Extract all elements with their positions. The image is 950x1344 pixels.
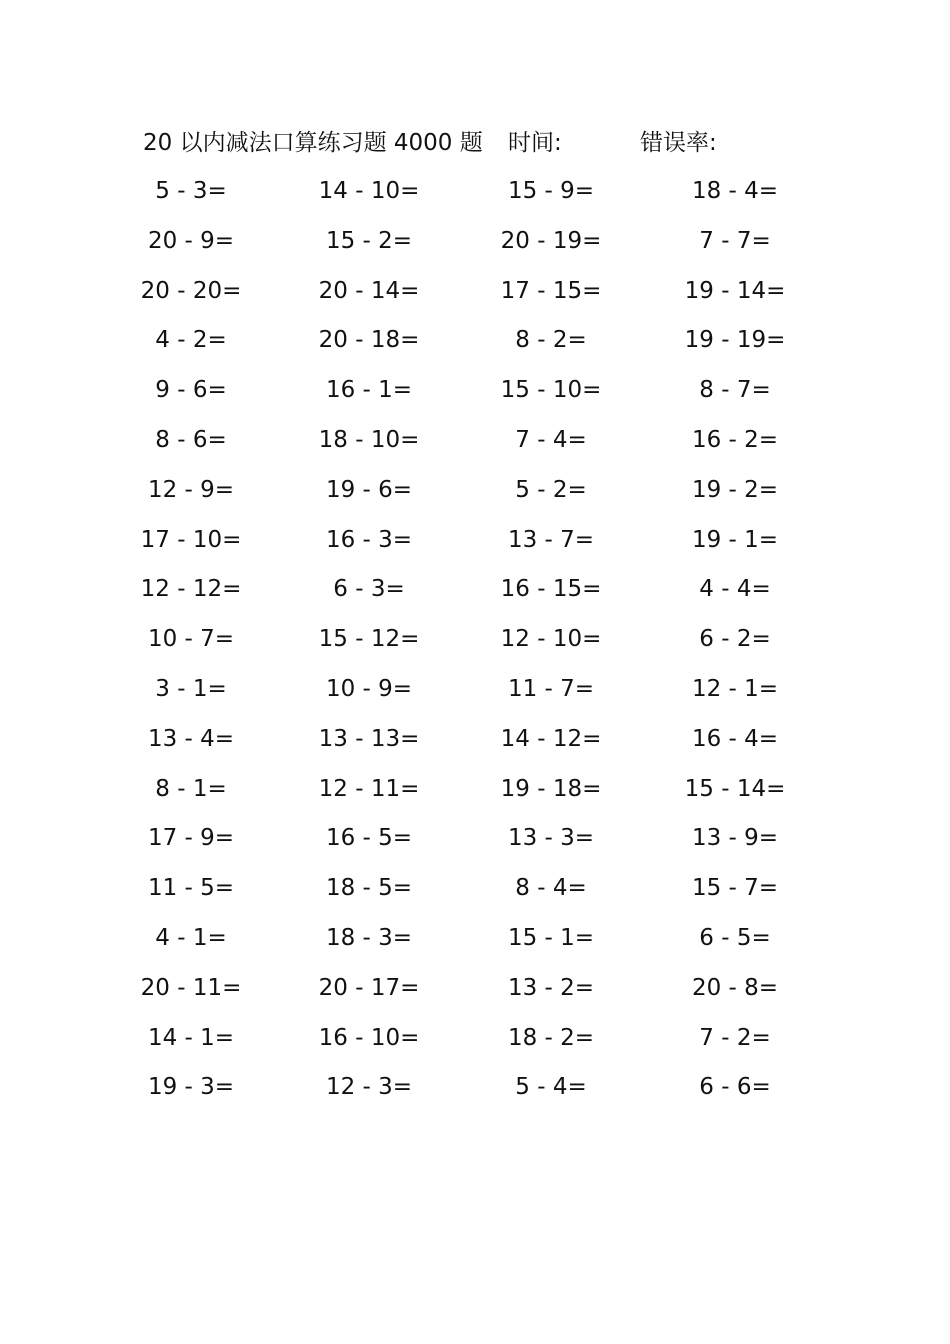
problem-cell: 19 - 2= <box>691 476 779 503</box>
problem-cell: 5 - 2= <box>515 476 587 503</box>
problem-cell: 14 - 10= <box>318 178 420 204</box>
problem-cell: 11 - 5= <box>147 875 235 902</box>
problem-cell: 20 - 14= <box>318 277 420 304</box>
problem-cell: 7 - 4= <box>515 426 587 453</box>
problem-row <box>0 172 950 222</box>
problem-cell: 16 - 1= <box>325 377 413 404</box>
problem-cell: 20 - 18= <box>318 327 420 354</box>
problem-cell: 20 - 17= <box>318 974 420 1001</box>
problem-cell: 4 - 1= <box>155 924 227 951</box>
problem-cell: 6 - 2= <box>699 626 771 653</box>
problem-row <box>0 869 950 919</box>
problem-cell: 7 - 7= <box>699 227 771 254</box>
problem-cell: 8 - 2= <box>515 327 587 354</box>
problem-cell: 18 - 10= <box>318 426 420 453</box>
problem-cell: 19 - 14= <box>684 277 786 304</box>
problem-cell: 16 - 2= <box>691 426 779 453</box>
problem-cell: 13 - 7= <box>507 526 595 553</box>
problem-cell: 3 - 1= <box>155 675 227 702</box>
problem-cell: 16 - 15= <box>500 576 602 603</box>
problem-cell: 20 - 9= <box>147 227 235 254</box>
problem-cell: 16 - 5= <box>325 825 413 852</box>
problem-cell: 6 - 5= <box>699 924 771 951</box>
problem-cell: 20 - 20= <box>140 277 242 304</box>
problem-cell: 13 - 3= <box>507 825 595 852</box>
problem-cell: 12 - 12= <box>140 576 242 603</box>
problem-row <box>0 421 950 471</box>
problem-cell: 13 - 13= <box>318 725 420 752</box>
problem-row <box>0 670 950 720</box>
problem-row <box>0 570 950 620</box>
problem-row <box>0 471 950 521</box>
problem-cell: 15 - 10= <box>500 377 602 404</box>
problem-cell: 15 - 1= <box>507 924 595 951</box>
problem-cell: 14 - 12= <box>500 725 602 752</box>
problem-row <box>0 521 950 571</box>
problem-cell: 16 - 10= <box>318 1024 420 1051</box>
problem-cell: 18 - 5= <box>325 875 413 902</box>
problem-cell: 10 - 9= <box>325 675 413 702</box>
problem-cell: 20 - 11= <box>140 974 242 1001</box>
time-label: 时间: <box>508 130 562 156</box>
problem-cell: 4 - 4= <box>699 576 771 603</box>
problem-cell: 12 - 1= <box>691 675 779 702</box>
problem-cell: 19 - 3= <box>147 1074 235 1101</box>
problem-cell: 18 - 4= <box>691 178 779 204</box>
problem-cell: 16 - 3= <box>325 526 413 553</box>
problem-cell: 19 - 18= <box>500 775 602 802</box>
problem-row <box>0 272 950 322</box>
problem-cell: 15 - 14= <box>684 775 786 802</box>
problem-cell: 17 - 9= <box>147 825 235 852</box>
problem-row <box>0 919 950 969</box>
problem-cell: 15 - 7= <box>691 875 779 902</box>
problem-cell: 12 - 9= <box>147 476 235 503</box>
problem-cell: 12 - 10= <box>500 626 602 653</box>
problem-cell: 17 - 10= <box>140 526 242 553</box>
problem-grid <box>0 172 950 1118</box>
problem-cell: 8 - 6= <box>155 426 227 453</box>
problem-cell: 19 - 19= <box>684 327 786 354</box>
problem-cell: 14 - 1= <box>147 1024 235 1051</box>
problem-cell: 13 - 4= <box>147 725 235 752</box>
problem-cell: 10 - 7= <box>147 626 235 653</box>
error-rate-label: 错误率: <box>640 130 717 156</box>
problem-cell: 8 - 7= <box>699 377 771 404</box>
problem-row <box>0 720 950 770</box>
problem-cell: 15 - 2= <box>325 227 413 254</box>
problem-row <box>0 222 950 272</box>
problem-row <box>0 770 950 820</box>
problem-row <box>0 969 950 1019</box>
problem-row <box>0 371 950 421</box>
problem-cell: 18 - 3= <box>325 924 413 951</box>
problem-cell: 20 - 19= <box>500 227 602 254</box>
problem-cell: 12 - 11= <box>318 775 420 802</box>
problem-row <box>0 321 950 371</box>
problem-cell: 5 - 3= <box>155 178 227 204</box>
problem-row <box>0 819 950 869</box>
problem-cell: 17 - 15= <box>500 277 602 304</box>
problem-cell: 8 - 4= <box>515 875 587 902</box>
problem-cell: 13 - 2= <box>507 974 595 1001</box>
problem-cell: 13 - 9= <box>691 825 779 852</box>
problem-cell: 15 - 12= <box>318 626 420 653</box>
problem-row <box>0 1068 950 1118</box>
problem-cell: 16 - 4= <box>691 725 779 752</box>
problem-cell: 15 - 9= <box>507 178 595 204</box>
problem-cell: 19 - 1= <box>691 526 779 553</box>
problem-cell: 5 - 4= <box>515 1074 587 1101</box>
problem-cell: 6 - 6= <box>699 1074 771 1101</box>
problem-cell: 18 - 2= <box>507 1024 595 1051</box>
problem-row <box>0 1019 950 1069</box>
problem-cell: 19 - 6= <box>325 476 413 503</box>
worksheet-title: 20 以内减法口算练习题 4000 题 <box>143 130 483 156</box>
problem-cell: 7 - 2= <box>699 1024 771 1051</box>
problem-cell: 6 - 3= <box>333 576 405 603</box>
problem-cell: 9 - 6= <box>155 377 227 404</box>
problem-row <box>0 620 950 670</box>
problem-cell: 11 - 7= <box>507 675 595 702</box>
problem-cell: 20 - 8= <box>691 974 779 1001</box>
problem-cell: 8 - 1= <box>155 775 227 802</box>
problem-cell: 12 - 3= <box>325 1074 413 1101</box>
problem-cell: 4 - 2= <box>155 327 227 354</box>
